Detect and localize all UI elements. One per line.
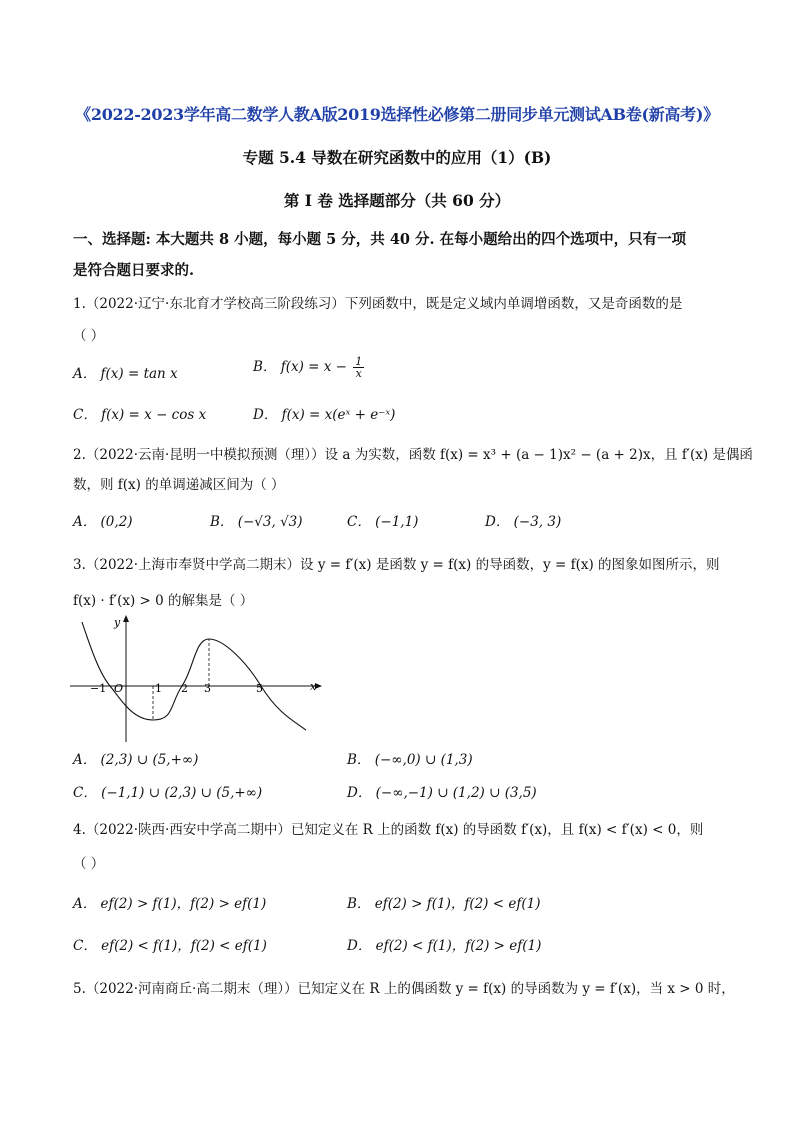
- y-axis-arrow: [123, 615, 129, 622]
- q3-option-a: A． (2,3) ∪ (5,+∞): [73, 752, 199, 768]
- q1-stem: 1.（2022·辽宁·东北育才学校高三阶段练习）下列函数中，既是定义域内单调增函数，又是奇函数的是: [73, 296, 683, 312]
- q3-stem-line-1: 3.（2022·上海市奉贤中学高二期末）设 y = f′(x) 是函数 y = f(x) 的导函数，y = f(x) 的图象如图所示，则: [73, 557, 720, 573]
- origin-label: O: [114, 682, 124, 695]
- q3-option-b: B． (−∞,0) ∪ (1,3): [347, 752, 473, 768]
- q1-option-b-prefix: B． f(x) = x −: [253, 359, 347, 375]
- tick-label-neg1: −1: [90, 682, 107, 695]
- q3-option-c: C． (−1,1) ∪ (2,3) ∪ (5,+∞): [73, 785, 263, 801]
- page-title: 专题 5.4 导数在研究函数中的应用（1）(B): [242, 148, 552, 167]
- q4-option-a: A． ef(2) > f(1)，f(2) > ef(1): [73, 896, 267, 912]
- tick-label-2: 2: [181, 682, 188, 695]
- q2-option-a: A． (0,2): [73, 514, 133, 530]
- q4-option-c: C． ef(2) < f(1)，f(2) < ef(1): [73, 938, 267, 954]
- q2-option-b: B． (−√3, √3): [210, 514, 303, 530]
- q1-option-b-numerator: 1: [355, 355, 363, 368]
- q3-option-d: D． (−∞,−1) ∪ (1,2) ∪ (3,5): [347, 785, 537, 801]
- tick-label-3: 3: [204, 682, 211, 695]
- q1-option-b-fraction: [353, 356, 364, 379]
- q4-stem: 4.（2022·陕西·西安中学高二期中）已知定义在 R 上的函数 f(x) 的导函数 f′(x)，且 f(x) < f′(x) < 0，则: [73, 822, 704, 838]
- q2-option-c: C． (−1,1): [347, 514, 419, 530]
- tick-label-5: 5: [256, 682, 263, 695]
- function-graph: [70, 612, 330, 744]
- q4-paren: （ ）: [73, 856, 105, 872]
- q2-option-d: D． (−3, 3): [485, 514, 562, 530]
- q1-option-b: [253, 355, 364, 379]
- q4-option-d: D． ef(2) < f(1)，f(2) > ef(1): [347, 938, 542, 954]
- q1-paren: （ ）: [73, 328, 105, 344]
- q4-option-b: B． ef(2) > f(1)，f(2) < ef(1): [347, 896, 541, 912]
- q2-stem-line-1: 2.（2022·云南·昆明一中模拟预测（理））设 a 为实数，函数 f(x) = x³ + (a − 1)x² − (a + 2)x，且 f′(x) 是偶函: [73, 447, 753, 463]
- q5-stem: 5.（2022·河南商丘·高二期末（理））已知定义在 R 上的偶函数 y = f(x) 的导函数为 y = f′(x)，当 x > 0 时，: [73, 981, 735, 997]
- function-curve: [82, 622, 306, 730]
- q1-option-c: C． f(x) = x − cos x: [73, 407, 207, 423]
- q2-stem-line-2: 数，则 f(x) 的单调递减区间为（ ）: [73, 477, 285, 493]
- q1-option-a: A． f(x) = tan x: [73, 366, 178, 382]
- section-title: 第 I 卷 选择题部分（共 60 分）: [283, 191, 511, 210]
- q1-option-d: D． f(x) = x(eˣ + e⁻ˣ): [253, 407, 396, 423]
- tick-label-1: 1: [155, 682, 162, 695]
- intro-line-2: 是符合题日要求的.: [73, 262, 195, 279]
- q1-option-b-denominator: x: [355, 367, 362, 380]
- intro-line-1: 一、选择题: 本大题共 8 小题，每小题 5 分，共 40 分. 在每小题给出的四个选项中，只有一项: [73, 231, 687, 248]
- q3-stem-line-2: f(x) · f′(x) > 0 的解集是（ ）: [73, 593, 254, 609]
- x-axis-label: x: [310, 680, 317, 693]
- y-axis-label: y: [114, 616, 121, 629]
- banner-title: 《2022-2023学年高二数学人教A版2019选择性必修第二册同步单元测试AB卷(新高考)》: [75, 105, 719, 124]
